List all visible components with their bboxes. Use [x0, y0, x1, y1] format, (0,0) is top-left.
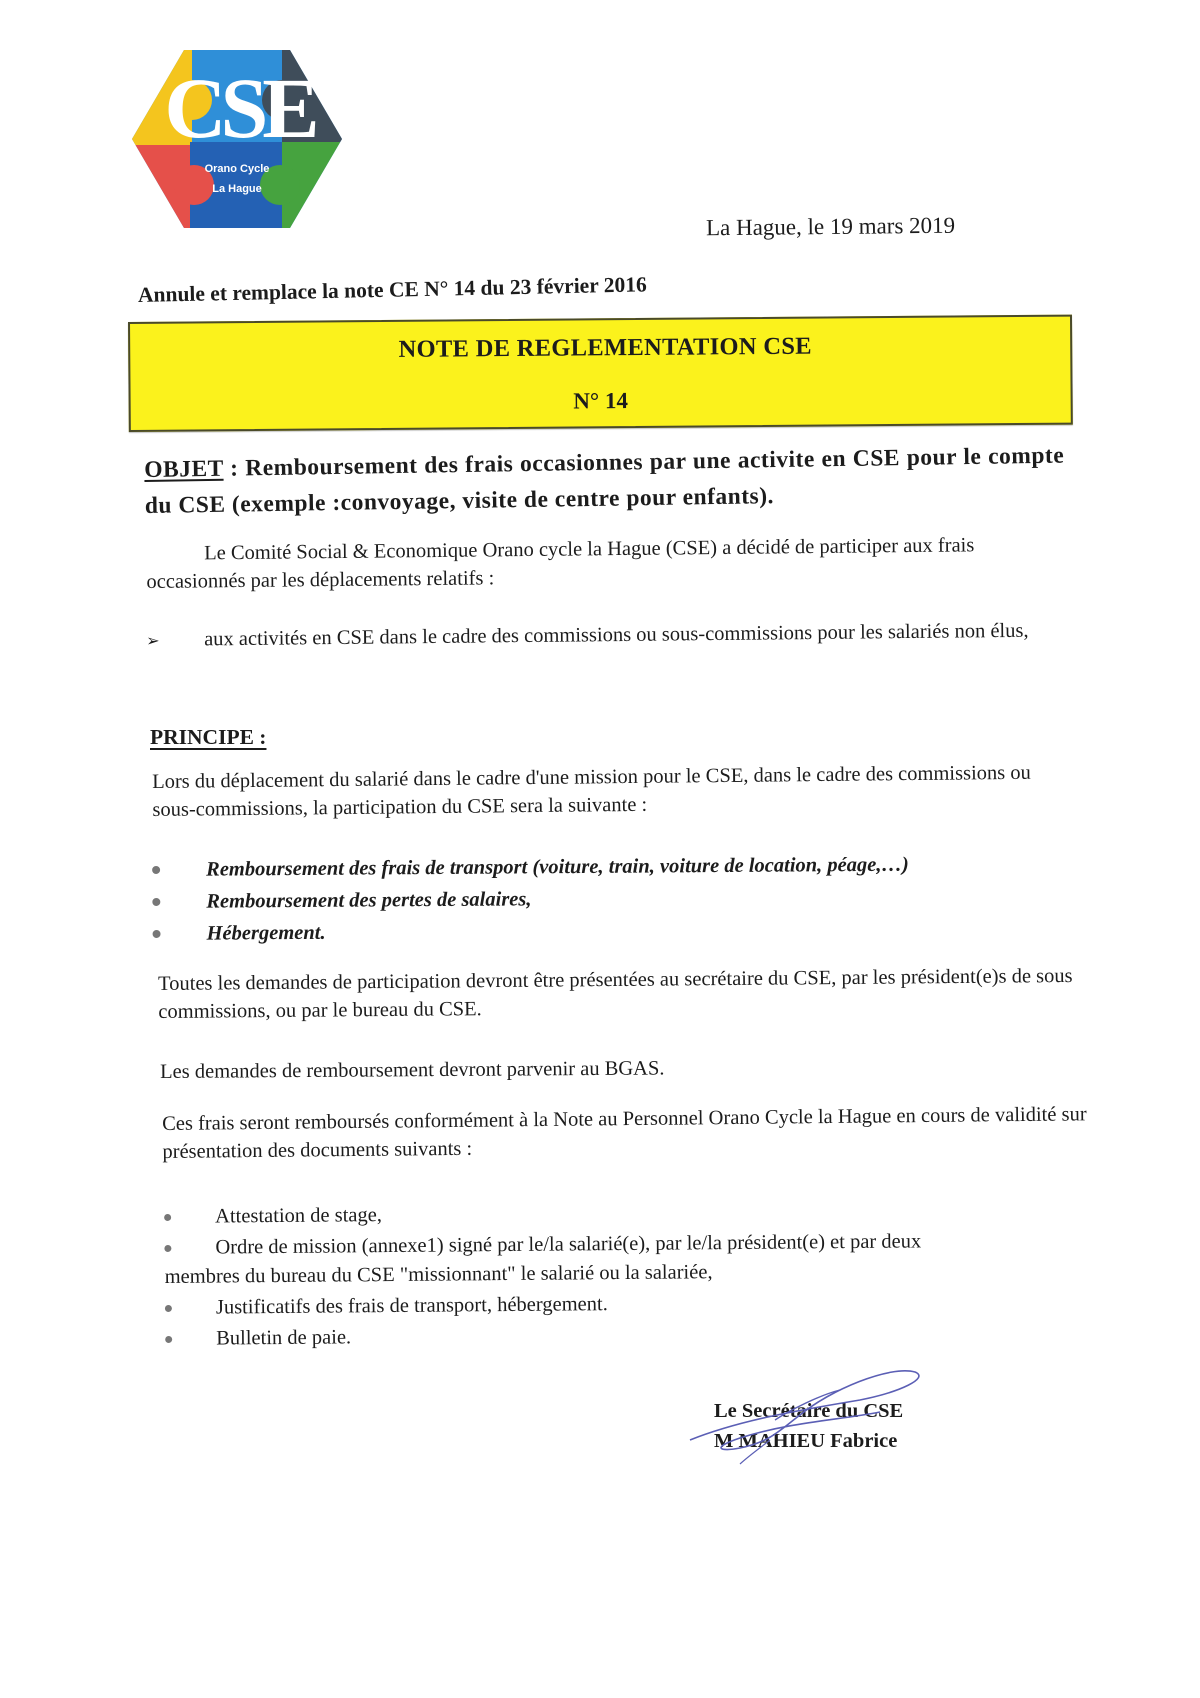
- principe-paragraph: Lors du déplacement du salarié dans le cadre d'une mission pour le CSE, dans le cadre des commissions ou sous-commissions, la participation du CSE sera la suivante :: [152, 761, 1031, 821]
- intro-text: Le Comité Social & Economique Orano cycle la Hague (CSE) a décidé de participer aux frais occasionnés par les déplacements relatifs :: [146, 534, 975, 593]
- objet-label: OBJET: [144, 455, 224, 483]
- bullet-icon: [152, 866, 160, 874]
- logo-cse-text: CSE: [164, 60, 314, 156]
- intro-paragraph: [146, 530, 1069, 596]
- bullet-icon: [164, 1214, 171, 1221]
- title-box: [128, 315, 1073, 432]
- logo-line1: Orano Cycle: [204, 163, 270, 175]
- signatory-role: Le Secrétaire du CSE: [714, 1400, 904, 1422]
- list-item-text: Remboursement des frais de transport (voiture, train, voiture de location, péage,…): [206, 853, 909, 881]
- bgas-paragraph: Les demandes de remboursement devront parvenir au BGAS.: [160, 1057, 665, 1083]
- list-item-text: Attestation de stage,: [215, 1204, 383, 1228]
- list-item-text: Remboursement des pertes de salaires,: [206, 887, 532, 913]
- signatory-name: M MAHIEU Fabrice: [714, 1430, 898, 1452]
- principe-heading: PRINCIPE :: [150, 725, 267, 749]
- list-item-continuation: membres du bureau du CSE "missionnant" le salarié ou la salariée,: [164, 1261, 713, 1288]
- bullet-icon: [164, 1245, 171, 1252]
- list-item-text: Hébergement.: [206, 921, 326, 945]
- arrow-list-item: [146, 616, 1066, 656]
- objet-section: [144, 438, 1065, 524]
- bullet-icon: [165, 1336, 172, 1343]
- document-number: N° 14: [573, 388, 629, 414]
- document-date: La Hague, le 19 mars 2019: [705, 212, 956, 241]
- bullet-icon: [152, 898, 160, 906]
- arrow-bullet-icon: ➢: [146, 632, 160, 650]
- bullet-icon: [153, 930, 161, 938]
- reimbursement-paragraph: Ces frais seront remboursés conformément à la Note au Personnel Orano Cycle la Hague en cours de validité sur présentation des documents suivants :: [162, 1103, 1087, 1163]
- participation-list: [152, 848, 1073, 950]
- bullet-icon: [165, 1305, 172, 1312]
- arrow-item-text: aux activités en CSE dans le cadre des commissions ou sous-commissions pour les salariés non élus,: [204, 619, 1029, 651]
- document-title: NOTE DE REGLEMENTATION CSE: [398, 332, 812, 363]
- list-item: [152, 912, 1072, 950]
- list-item-text: Bulletin de paie.: [216, 1326, 352, 1350]
- list-item-text: Ordre de mission (annexe1) signé par le/la salarié(e), par le/la président(e) et par deux: [215, 1230, 922, 1259]
- replaces-note: Annule et remplace la note CE N° 14 du 23 février 2016: [137, 272, 647, 307]
- logo-line2: La Hague: [212, 183, 262, 195]
- requests-paragraph: Toutes les demandes de participation devront être présentées au secrétaire du CSE, par les président(e)s de sous commissions, ou par le bureau du CSE.: [158, 965, 1073, 1023]
- cse-logo: [132, 50, 342, 228]
- list-item-text: Justificatifs des frais de transport, hébergement.: [215, 1293, 608, 1319]
- objet-text: : Remboursement des frais occasionnes par une activite en CSE pour le compte du CSE (exemple :convoyage, visite de centre pour enfants).: [144, 442, 1065, 519]
- documents-list: [164, 1194, 1095, 1355]
- handwritten-signature-icon: [680, 1360, 940, 1470]
